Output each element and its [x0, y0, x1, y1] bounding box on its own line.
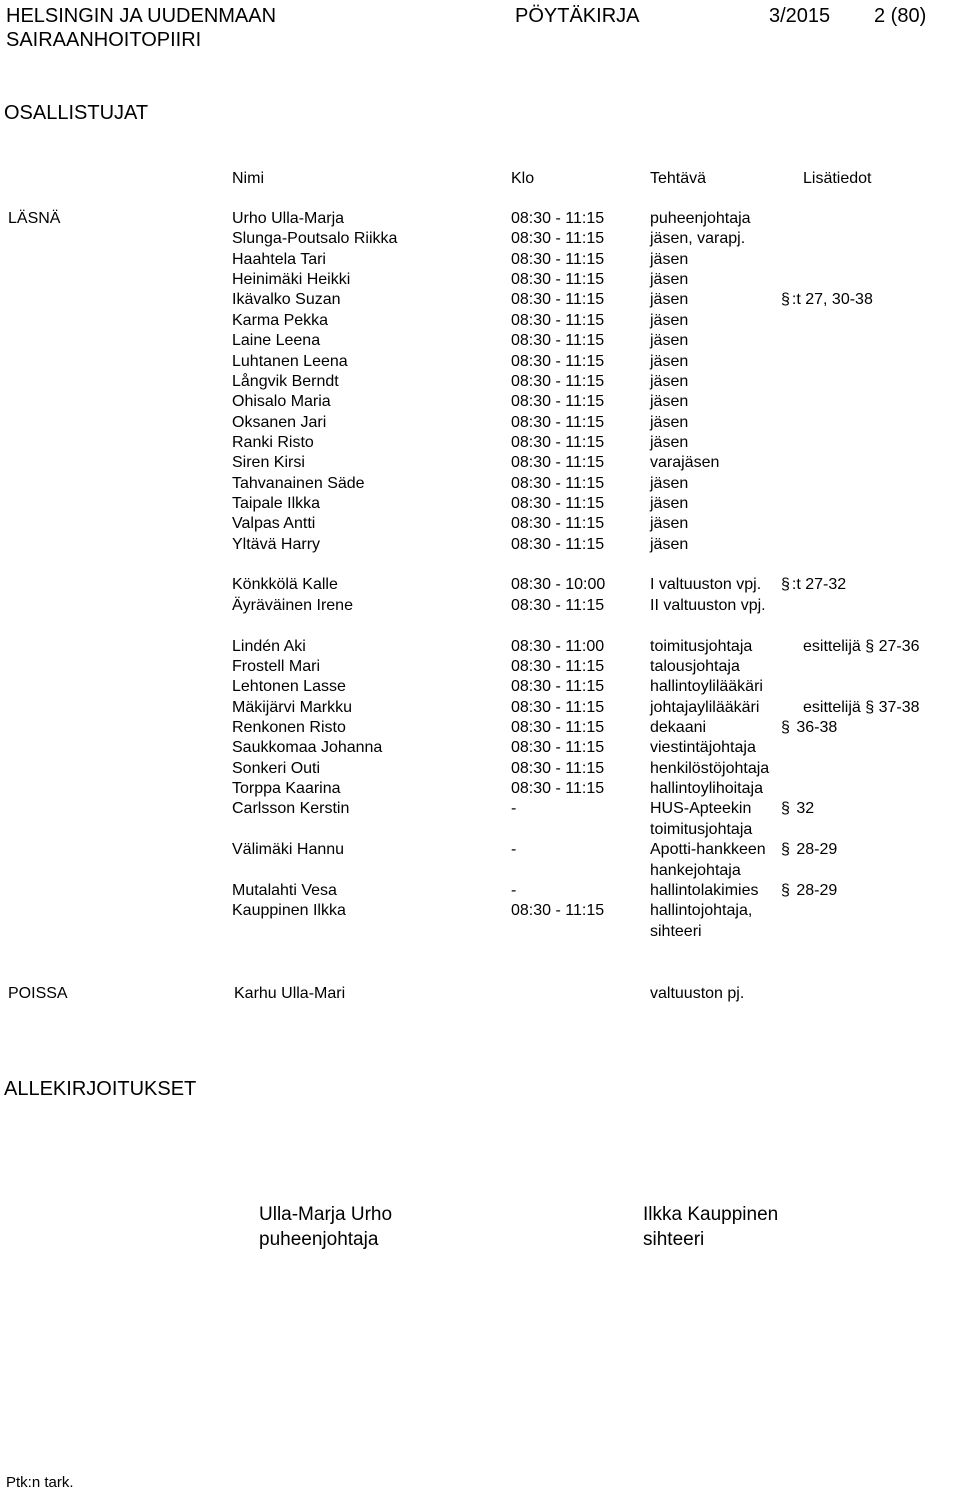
present-label: LÄSNÄ	[8, 210, 61, 227]
participant-notes	[781, 718, 837, 738]
participant-time: 08:30 - 11:15	[511, 475, 605, 492]
participant-name: Heinimäki Heikki	[232, 271, 351, 288]
participant-name: Ikävalko Suzan	[232, 291, 341, 308]
participant-notes	[781, 290, 873, 310]
participant-time: 08:30 - 11:00	[511, 638, 605, 655]
participant-time: 08:30 - 11:15	[511, 597, 605, 614]
participant-note-text: :t 27-32	[791, 576, 847, 593]
participant-role: jäsen	[650, 373, 689, 390]
participant-role: jäsen	[650, 393, 689, 410]
participant-name: Ranki Risto	[232, 434, 314, 451]
participant-name: Oksanen Jari	[232, 414, 327, 431]
participant-name: Tahvanainen Säde	[232, 475, 365, 492]
participant-role: hallintojohtaja,	[650, 902, 753, 919]
participant-role: henkilöstöjohtaja	[650, 760, 770, 777]
participant-role-line2: hankejohtaja	[650, 862, 741, 879]
participant-role-line2: toimitusjohtaja	[650, 821, 753, 838]
participant-name: Kauppinen Ilkka	[232, 902, 346, 919]
participant-time: 08:30 - 11:15	[511, 414, 605, 431]
participant-time: 08:30 - 11:15	[511, 699, 605, 716]
column-header-time: Klo	[511, 170, 535, 187]
participant-role: viestintäjohtaja	[650, 739, 756, 756]
column-header-name: Nimi	[232, 170, 264, 187]
participant-time: 08:30 - 11:15	[511, 210, 605, 227]
signature-name-secretary: Ilkka Kauppinen	[643, 1204, 779, 1225]
signature-title-secretary: sihteeri	[643, 1229, 705, 1250]
participant-name: Sonkeri Outi	[232, 760, 321, 777]
participant-name: Mäkijärvi Markku	[232, 699, 353, 716]
participant-role: talousjohtaja	[650, 658, 740, 675]
participant-time: 08:30 - 11:15	[511, 271, 605, 288]
organization-name-line1: HELSINGIN JA UUDENMAAN	[6, 5, 277, 27]
participant-time: -	[511, 882, 517, 899]
participant-time: -	[511, 800, 517, 817]
participant-role: puheenjohtaja	[650, 210, 751, 227]
participant-time: 08:30 - 11:15	[511, 739, 605, 756]
participant-name: Lindén Aki	[232, 638, 306, 655]
participant-time: 08:30 - 11:15	[511, 515, 605, 532]
participant-role: jäsen	[650, 414, 689, 431]
document-type: PÖYTÄKIRJA	[515, 5, 640, 27]
participant-role: jäsen	[650, 251, 689, 268]
participant-name: Slunga-Poutsalo Riikka	[232, 230, 398, 247]
participant-notes	[803, 637, 920, 657]
participant-name: Könkkölä Kalle	[232, 576, 338, 593]
participant-time: 08:30 - 11:15	[511, 780, 605, 797]
participant-role: hallintoylilääkäri	[650, 678, 763, 695]
participant-note-text: 32	[791, 800, 815, 817]
section-mark: §	[781, 882, 790, 899]
participant-role: Apotti-hankkeen	[650, 841, 766, 858]
participant-role: jäsen	[650, 271, 689, 288]
organization-name-line2: SAIRAANHOITOPIIRI	[6, 29, 202, 51]
participant-name: Laine Leena	[232, 332, 321, 349]
absent-role: valtuuston pj.	[650, 985, 745, 1002]
participant-role: jäsen	[650, 434, 689, 451]
participant-name: Karma Pekka	[232, 312, 329, 329]
participant-note-text: 28-29	[791, 882, 838, 899]
participant-role: dekaani	[650, 719, 707, 736]
participant-time: 08:30 - 11:15	[511, 353, 605, 370]
participant-role: jäsen	[650, 475, 689, 492]
participant-role: jäsen	[650, 291, 689, 308]
signatures-title: ALLEKIRJOITUKSET	[4, 1078, 197, 1100]
participant-note-text: 36-38	[791, 719, 838, 736]
participant-time: 08:30 - 11:15	[511, 454, 605, 471]
participant-name: Långvik Berndt	[232, 373, 339, 390]
participant-name: Torppa Kaarina	[232, 780, 341, 797]
participant-name: Mutalahti Vesa	[232, 882, 337, 899]
participant-role: jäsen	[650, 515, 689, 532]
participant-time: 08:30 - 11:15	[511, 760, 605, 777]
participant-name: Frostell Mari	[232, 658, 321, 675]
signature-title-chair: puheenjohtaja	[259, 1229, 379, 1250]
page-number: 2 (80)	[874, 5, 927, 27]
participant-note-text: 28-29	[791, 841, 838, 858]
participant-time: 08:30 - 11:15	[511, 230, 605, 247]
participant-note-text: esittelijä § 37-38	[803, 699, 920, 716]
participant-name: Renkonen Risto	[232, 719, 346, 736]
participant-name: Haahtela Tari	[232, 251, 326, 268]
participant-role: HUS-Apteekin	[650, 800, 752, 817]
participant-role: jäsen	[650, 495, 689, 512]
participant-time: 08:30 - 11:15	[511, 678, 605, 695]
participant-notes	[803, 698, 920, 718]
section-mark: §	[781, 576, 790, 593]
participant-time: 08:30 - 11:15	[511, 495, 605, 512]
participant-time: 08:30 - 11:15	[511, 251, 605, 268]
participant-role: johtajaylilääkäri	[650, 699, 760, 716]
participant-name: Taipale Ilkka	[232, 495, 321, 512]
participant-name: Äyräväinen Irene	[232, 597, 353, 614]
participant-time: -	[511, 841, 517, 858]
participant-time: 08:30 - 10:00	[511, 576, 606, 593]
participant-role: jäsen	[650, 312, 689, 329]
participant-time: 08:30 - 11:15	[511, 536, 605, 553]
participants-title: OSALLISTUJAT	[4, 102, 149, 124]
participant-note-text: :t 27, 30-38	[791, 291, 873, 308]
participant-time: 08:30 - 11:15	[511, 393, 605, 410]
participant-name: Välimäki Hannu	[232, 841, 345, 858]
participant-notes	[781, 840, 837, 860]
participant-time: 08:30 - 11:15	[511, 332, 605, 349]
column-header-notes: Lisätiedot	[803, 170, 872, 187]
participant-note-text: esittelijä § 27-36	[803, 638, 920, 655]
participant-role: varajäsen	[650, 454, 720, 471]
participant-name: Lehtonen Lasse	[232, 678, 346, 695]
participant-role-line2: sihteeri	[650, 923, 702, 940]
participant-time: 08:30 - 11:15	[511, 658, 605, 675]
section-mark: §	[781, 800, 790, 817]
participant-role: jäsen, varapj.	[650, 230, 746, 247]
participant-name: Urho Ulla-Marja	[232, 210, 345, 227]
participant-role: jäsen	[650, 536, 689, 553]
participant-time: 08:30 - 11:15	[511, 291, 605, 308]
participant-name: Saukkomaa Johanna	[232, 739, 383, 756]
section-mark: §	[781, 291, 790, 308]
participant-time: 08:30 - 11:15	[511, 719, 605, 736]
participant-name: Siren Kirsi	[232, 454, 305, 471]
participant-notes	[781, 799, 814, 819]
participant-name: Yltävä Harry	[232, 536, 321, 553]
participant-role: jäsen	[650, 353, 689, 370]
participant-role: jäsen	[650, 332, 689, 349]
participant-name: Ohisalo Maria	[232, 393, 331, 410]
participant-time: 08:30 - 11:15	[511, 434, 605, 451]
participant-name: Carlsson Kerstin	[232, 800, 350, 817]
minutes-check-note: Ptk:n tark.	[6, 1474, 74, 1491]
section-mark: §	[781, 719, 790, 736]
participant-name: Valpas Antti	[232, 515, 316, 532]
participant-role: toimitusjohtaja	[650, 638, 753, 655]
participant-role: hallintolakimies	[650, 882, 759, 899]
column-header-role: Tehtävä	[650, 170, 707, 187]
section-mark: §	[781, 841, 790, 858]
absent-name: Karhu Ulla-Mari	[234, 985, 346, 1002]
absent-label: POISSA	[8, 985, 68, 1002]
participant-notes	[781, 575, 846, 595]
participant-time: 08:30 - 11:15	[511, 902, 605, 919]
participant-notes	[781, 881, 837, 901]
participant-time: 08:30 - 11:15	[511, 312, 605, 329]
document-number: 3/2015	[769, 5, 831, 27]
participant-time: 08:30 - 11:15	[511, 373, 605, 390]
participant-role: hallintoylihoitaja	[650, 780, 763, 797]
participant-role: II valtuuston vpj.	[650, 597, 766, 614]
participant-role: I valtuuston vpj.	[650, 576, 762, 593]
signature-name-chair: Ulla-Marja Urho	[259, 1204, 393, 1225]
participant-name: Luhtanen Leena	[232, 353, 348, 370]
